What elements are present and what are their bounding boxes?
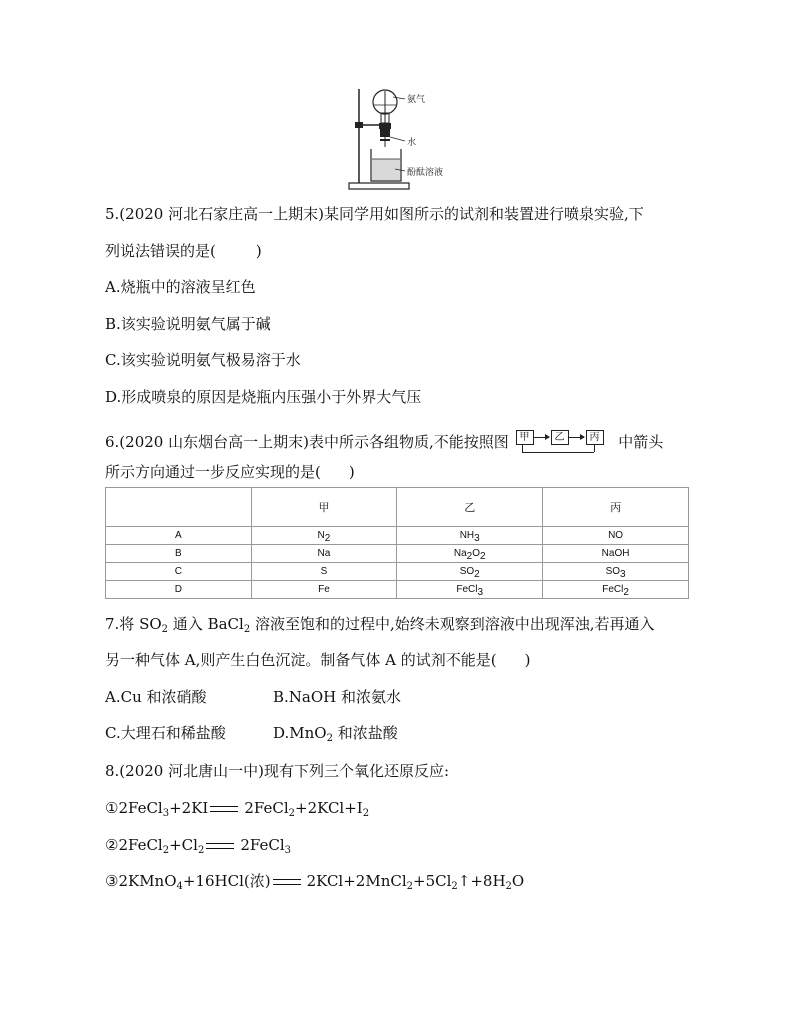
q7-option-b: B.NaOH 和浓氨水 bbox=[273, 688, 402, 706]
q8-reaction-1: ①2FeCl$_3$+2KI $2FeCl_2+2KCl+I_2$ bbox=[105, 799, 370, 819]
table-header-empty bbox=[106, 488, 252, 527]
q6-diagram-bing: 丙 bbox=[586, 430, 604, 445]
table-cell: Na bbox=[251, 545, 397, 563]
q6-stem-text: 所示方向通过一步反应实现的是( bbox=[105, 463, 321, 481]
q6-stem-close: ) bbox=[348, 463, 355, 481]
table-row bbox=[106, 581, 689, 599]
q5-option-d: D.形成喷泉的原因是烧瓶内压强小于外界大气压 bbox=[105, 388, 422, 406]
q6-table bbox=[105, 487, 689, 599]
table-row bbox=[106, 527, 689, 545]
table-header-bing: 丙 bbox=[543, 488, 689, 527]
q5-option-a: A.烧瓶中的溶液呈红色 bbox=[105, 278, 256, 296]
q6-stem-line2 bbox=[105, 462, 355, 482]
q7-option-a: A.Cu 和浓硝酸 bbox=[105, 688, 207, 706]
q5-stem-line1: 5.(2020 河北石家庄高一上期末)某同学用如图所示的试剂和装置进行喷泉实验,下 bbox=[105, 205, 644, 223]
table-cell: $NH_3$ bbox=[397, 527, 543, 545]
q6-diagram-yi: 乙 bbox=[551, 430, 569, 445]
stand-base bbox=[349, 183, 409, 189]
table-header-row bbox=[106, 488, 689, 527]
label-ammonia: 氨气 bbox=[407, 95, 426, 105]
q7-line1: 7.将 $SO_2$ 通入 BaCl$_2$ 溶液至饱和的过程中,始终未观察到溶液中出现浑浊,若再通入 bbox=[105, 615, 655, 635]
fountain-apparatus-figure bbox=[345, 85, 465, 193]
q7-option-c: C.大理石和稀盐酸 bbox=[105, 724, 226, 742]
table-cell: $SO_2$ bbox=[397, 563, 543, 581]
table-cell: $N_2$ bbox=[251, 527, 397, 545]
q8-stem: 8.(2020 河北唐山一中)现有下列三个氧化还原反应: bbox=[105, 762, 450, 780]
table-cell: $SO_3$ bbox=[543, 563, 689, 581]
q5-stem-line2 bbox=[105, 241, 262, 261]
q7-line2-text: 另一种气体 A,则产生白色沉淀。制备气体 A 的试剂不能是( bbox=[105, 651, 497, 669]
label-phenolphthalein: 酚酞溶液 bbox=[407, 168, 444, 178]
table-cell: NaOH bbox=[543, 545, 689, 563]
table-cell: D bbox=[106, 581, 252, 599]
q7-line2 bbox=[105, 650, 530, 670]
table-row bbox=[106, 545, 689, 563]
q5-stem-close: ) bbox=[255, 242, 262, 260]
q8-reaction-2: $②2FeCl_2+Cl_2$ 2FeCl$_3$ bbox=[105, 836, 291, 856]
table-cell: NO bbox=[543, 527, 689, 545]
label-water: 水 bbox=[407, 138, 417, 148]
table-cell: A bbox=[106, 527, 252, 545]
q6-stem-line1 bbox=[105, 430, 663, 456]
table-cell: Fe bbox=[251, 581, 397, 599]
q7-options-row2 bbox=[105, 723, 398, 743]
table-cell: C bbox=[106, 563, 252, 581]
q5-stem-text: 列说法错误的是( bbox=[105, 242, 216, 260]
table-cell: $Na_2O_2$ bbox=[397, 545, 543, 563]
q6-stem-part2: 中箭头 bbox=[618, 433, 664, 451]
table-header-jia: 甲 bbox=[251, 488, 397, 527]
table-cell: B bbox=[106, 545, 252, 563]
q8-reaction-3: ③2KMnO$_4$+16HCl(浓) $2KCl+2MnCl_2+5Cl_2↑+8H_2O$ bbox=[105, 872, 525, 892]
q7-line2-close: ) bbox=[524, 651, 531, 669]
table-header-yi: 乙 bbox=[397, 488, 543, 527]
table-cell: FeCl$_2$ bbox=[543, 581, 689, 599]
table-cell: S bbox=[251, 563, 397, 581]
q7-option-d: D.MnO$_2$ 和浓盐酸 bbox=[273, 724, 398, 744]
q6-stem-part1: 6.(2020 山东烟台高一上期末)表中所示各组物质,不能按照图 bbox=[105, 433, 509, 451]
q5-option-b: B.该实验说明氨气属于碱 bbox=[105, 315, 271, 333]
table-cell: FeCl$_3$ bbox=[397, 581, 543, 599]
q5-option-c: C.该实验说明氨气极易溶于水 bbox=[105, 351, 301, 369]
q7-options-row1 bbox=[105, 687, 401, 707]
q6-flow-diagram bbox=[514, 430, 614, 456]
q6-diagram-jia: 甲 bbox=[516, 430, 534, 445]
table-row bbox=[106, 563, 689, 581]
